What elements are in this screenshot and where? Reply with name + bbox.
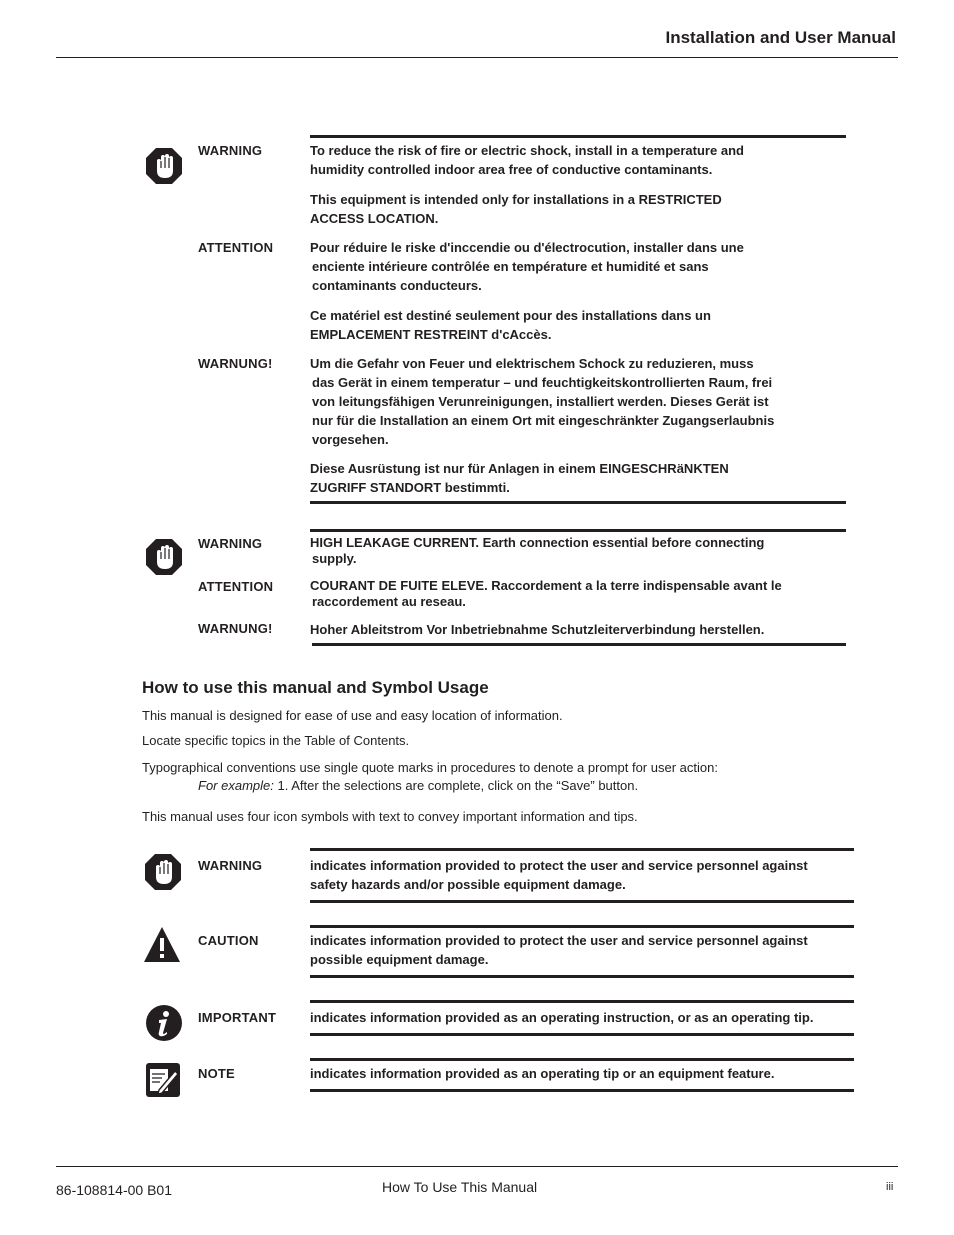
info-icon xyxy=(145,1004,183,1042)
symbol-caution-label: CAUTION xyxy=(198,933,259,948)
footer-divider xyxy=(56,1166,898,1167)
header-divider xyxy=(56,57,898,58)
symbol-warning-bottom-rule xyxy=(310,900,854,903)
leakage-attention-text: COURANT DE FUITE ELEVE. Raccordement a la terre indispensable avant le raccordement au reseau. xyxy=(310,578,782,609)
leakage-warnung-text: Hoher Ableitstrom Vor Inbetriebnahme Schutzleiterverbindung herstellen. xyxy=(310,622,765,637)
warnung-label-2: WARNUNG! xyxy=(198,621,273,636)
symbol-note-label: NOTE xyxy=(198,1066,235,1081)
caution-triangle-icon xyxy=(143,926,181,964)
symbol-warning-text: indicates information provided to protect the user and service personnel against safety hazards and/or possible equipment damage. xyxy=(310,858,808,892)
block2-top-rule xyxy=(310,529,846,532)
page-header-title: Installation and User Manual xyxy=(665,28,896,47)
symbol-note-bottom-rule xyxy=(310,1089,854,1092)
attention-label-2: ATTENTION xyxy=(198,579,274,594)
block1-bottom-rule xyxy=(310,501,846,504)
stop-hand-icon xyxy=(144,853,182,891)
block2-bottom-rule xyxy=(312,643,846,646)
example-label: For example: xyxy=(198,778,274,793)
page-number: iii xyxy=(886,1181,894,1193)
symbol-important-label: IMPORTANT xyxy=(198,1010,277,1025)
symbol-important-bottom-rule xyxy=(310,1033,854,1036)
symbol-warning-top-rule xyxy=(310,848,854,851)
symbol-caution-top-rule xyxy=(310,925,854,928)
attention-label: ATTENTION xyxy=(198,240,274,255)
attention-text-2: Ce matériel est destiné seulement pour des installations dans un EMPLACEMENT RESTREINT d'cAccès. xyxy=(310,308,711,342)
example-line xyxy=(198,778,638,793)
warnung-text: Um die Gefahr von Feuer und elektrischem Schock zu reduzieren, muss das Gerät in einem temperatur – und feuchtigkeitskontrollierten Raum, frei von leitungsfähigen Verunreinigungen, installiert werden. Dieses Gerät ist nur für die Installation an einem Ort mit eingeschränkter Zugangserlaubnis vorgesehen. xyxy=(310,356,775,447)
document-number: 86-108814-00 B01 xyxy=(56,1182,172,1198)
stop-hand-icon xyxy=(145,538,183,576)
symbol-caution-bottom-rule xyxy=(310,975,854,978)
stop-hand-icon xyxy=(145,147,183,185)
symbol-note-top-rule xyxy=(310,1058,854,1061)
warning-label-2: WARNING xyxy=(198,536,263,551)
symbol-important-text: indicates information provided as an operating instruction, or as an operating tip. xyxy=(310,1010,814,1025)
conventions-paragraph: Typographical conventions use single quote marks in procedures to denote a prompt for user action: xyxy=(142,760,718,775)
symbol-important-top-rule xyxy=(310,1000,854,1003)
leakage-warning-text: HIGH LEAKAGE CURRENT. Earth connection essential before connecting supply. xyxy=(310,535,765,566)
symbol-caution-text: indicates information provided to protect the user and service personnel against possible equipment damage. xyxy=(310,933,808,967)
block1-top-rule xyxy=(310,135,846,138)
symbol-warning-label: WARNING xyxy=(198,858,263,873)
warnung-label: WARNUNG! xyxy=(198,356,273,371)
warning-label: WARNING xyxy=(198,143,263,158)
note-pencil-icon xyxy=(145,1062,181,1098)
footer-section-title: How To Use This Manual xyxy=(382,1179,538,1195)
intro-paragraph: This manual is designed for ease of use and easy location of information. xyxy=(142,708,563,723)
warning-text-2: This equipment is intended only for installations in a RESTRICTED ACCESS LOCATION. xyxy=(310,192,722,226)
example-text: 1. After the selections are complete, click on the “Save” button. xyxy=(277,778,639,793)
warnung-text-2: Diese Ausrüstung ist nur für Anlagen in einem EINGESCHRäNKTEN ZUGRIFF STANDORT bestimmti. xyxy=(310,461,729,495)
toc-paragraph: Locate specific topics in the Table of Contents. xyxy=(142,733,410,748)
symbol-note-text: indicates information provided as an operating tip or an equipment feature. xyxy=(310,1066,775,1081)
warning-text: To reduce the risk of fire or electric shock, install in a temperature and humidity controlled indoor area free of conductive contaminants. xyxy=(310,143,744,177)
attention-text: Pour réduire le riske d'inccendie ou d'électrocution, installer dans une enciente intérieure contrôlée en température et humidité et sans contaminants conducteurs. xyxy=(310,240,744,293)
section-title: How to use this manual and Symbol Usage xyxy=(142,678,489,697)
symbols-paragraph: This manual uses four icon symbols with text to convey important information and tips. xyxy=(142,809,638,824)
